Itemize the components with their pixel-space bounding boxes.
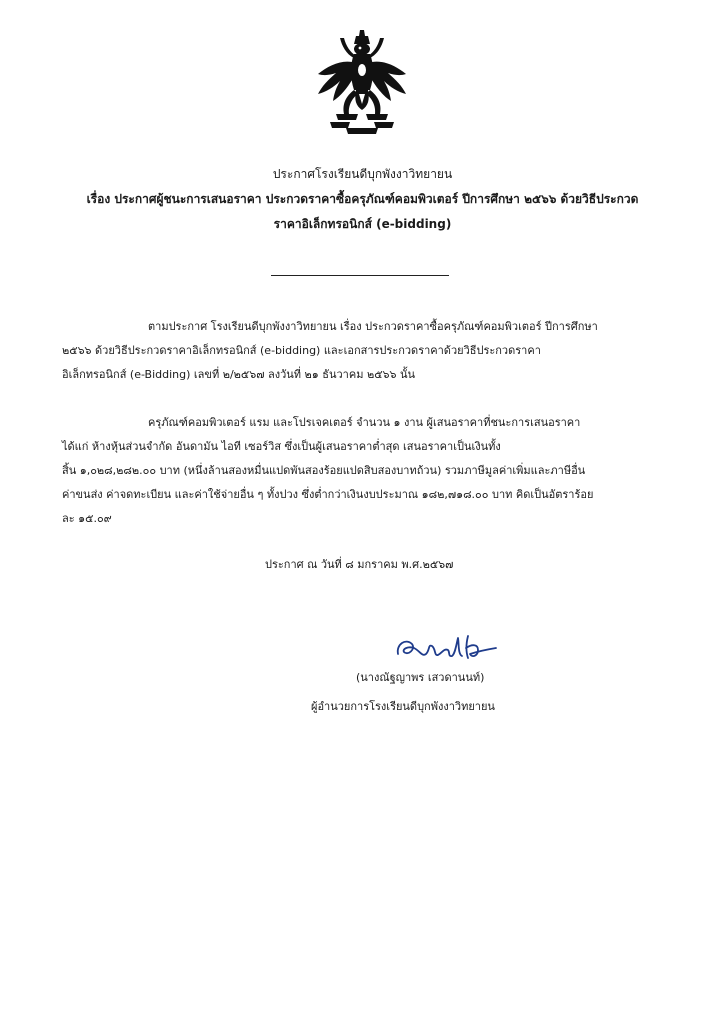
paragraph-winner xyxy=(62,411,672,531)
school-announcement-title: ประกาศโรงเรียนดีบุกพังงาวิทยายน xyxy=(272,167,453,181)
garuda-emblem-icon xyxy=(314,30,410,134)
signer-position: ผู้อำนวยการโรงเรียนดีบุกพังงาวิทยายน xyxy=(311,700,495,713)
signer-name: (นางณัฐญาพร เสวดานนท์) xyxy=(356,671,485,684)
announcement-date: ประกาศ ณ วันที่ ๘ มกราคม พ.ศ.๒๕๖๗ xyxy=(265,558,454,571)
paragraph-line: ได้แก่ ห้างหุ้นส่วนจำกัด อันดามัน ไอที เซอร์วิส ซึ่งเป็นผู้เสนอราคาต่ำสุด เสนอราคาเป็นเงินทั้ง xyxy=(62,440,501,453)
paragraph-line: ละ ๑๕.๐๙ xyxy=(62,512,112,525)
paragraph-line: ตามประกาศ โรงเรียนดีบุกพังงาวิทยายน เรื่อง ประกวดราคาซื้อครุภัณฑ์คอมพิวเตอร์ ปีการศึกษา xyxy=(148,320,598,333)
subject-line-1: เรื่อง ประกาศผู้ชนะการเสนอราคา ประกวดราคาซื้อครุภัณฑ์คอมพิวเตอร์ ปีการศึกษา ๒๕๖๖ ด้วยวิธีประกวด xyxy=(86,192,639,206)
paragraph-line: ครุภัณฑ์คอมพิวเตอร์ แรม และโปรเจคเตอร์ จำนวน ๑ งาน ผู้เสนอราคาที่ชนะการเสนอราคา xyxy=(148,416,581,429)
paragraph-line: อิเล็กทรอนิกส์ (e-Bidding) เลขที่ ๒/๒๕๖๗ ลงวันที่ ๒๑ ธันวาคม ๒๕๖๖ นั้น xyxy=(62,368,416,381)
paragraph-line: ๒๕๖๖ ด้วยวิธีประกวดราคาอิเล็กทรอนิกส์ (e-bidding) และเอกสารประกวดราคาด้วยวิธีประกวดราคา xyxy=(62,344,541,357)
handwritten-signature xyxy=(392,624,502,670)
paragraph-line: สิ้น ๑,๐๒๘,๒๘๒.๐๐ บาท (หนึ่งล้านสองหมื่นแปดพันสองร้อยแปดสิบสองบาทถ้วน) รวมภาษีมูลค่าเพิ่มและภาษีอื่น xyxy=(62,464,586,477)
header-divider xyxy=(271,275,449,276)
paragraph-reference xyxy=(62,315,672,387)
paragraph-line: ค่าขนส่ง ค่าจดทะเบียน และค่าใช้จ่ายอื่น ๆ ทั้งปวง ซึ่งต่ำกว่าเงินงบประมาณ ๑๘๒,๗๑๘.๐๐ บาท คิดเป็นอัตราร้อย xyxy=(62,488,594,501)
document-header xyxy=(0,162,725,237)
subject-line-2: ราคาอิเล็กทรอนิกส์ (e-bidding) xyxy=(273,217,452,231)
